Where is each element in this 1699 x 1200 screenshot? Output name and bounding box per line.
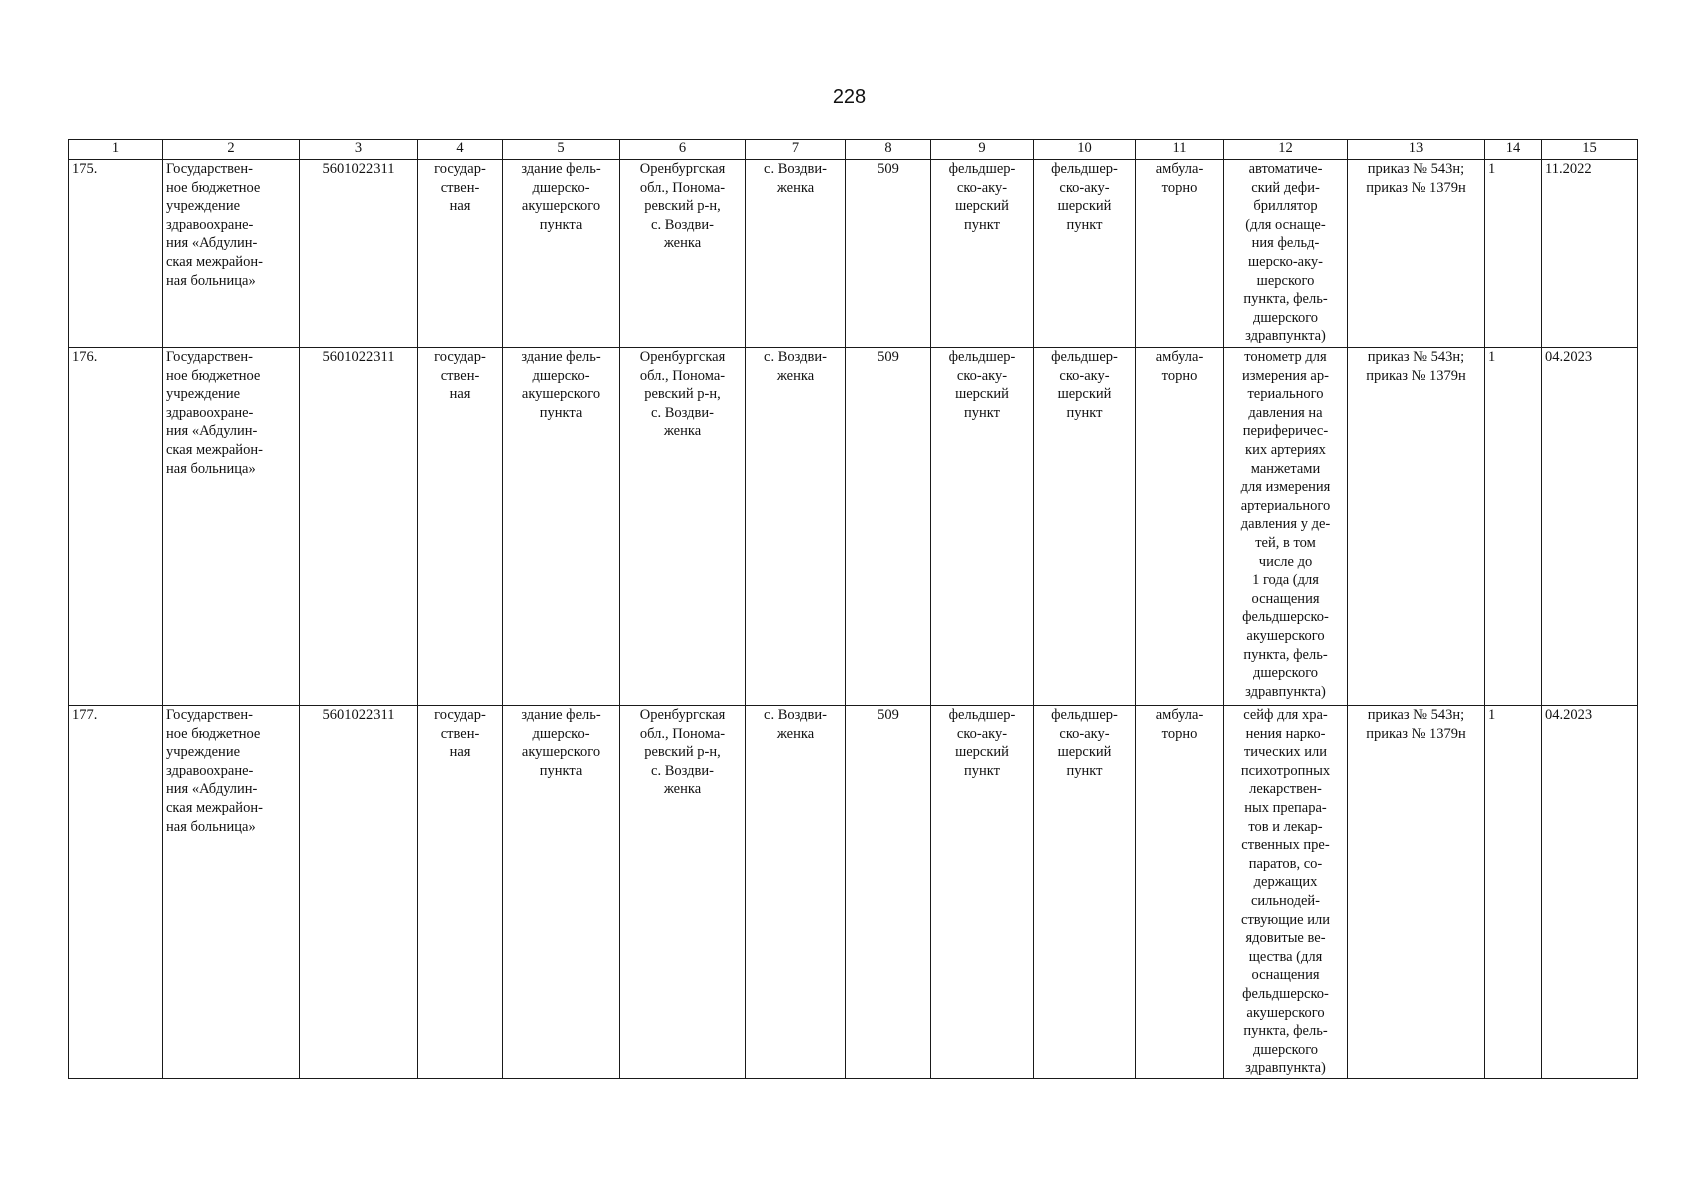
date-cell: 04.2023 bbox=[1542, 706, 1638, 1079]
date-cell: 04.2023 bbox=[1542, 348, 1638, 706]
column-header: 2 bbox=[163, 140, 300, 160]
column-header: 1 bbox=[69, 140, 163, 160]
address-cell: Оренбургская обл., Понома- ревский р-н, с. Воздви- женка bbox=[620, 706, 746, 1079]
orders-cell: приказ № 543н; приказ № 1379н bbox=[1348, 706, 1485, 1079]
row-number: 177. bbox=[69, 706, 163, 1079]
code-cell: 509 bbox=[846, 348, 931, 706]
inn-cell: 5601022311 bbox=[300, 160, 418, 348]
date-cell: 11.2022 bbox=[1542, 160, 1638, 348]
quantity-cell: 1 bbox=[1485, 348, 1542, 706]
locality-cell: с. Воздви- женка bbox=[746, 160, 846, 348]
care-form-cell: амбула- торно bbox=[1136, 160, 1224, 348]
locality-cell: с. Воздви- женка bbox=[746, 348, 846, 706]
equipment-cell: сейф для хра- нения нарко- тических или психотропных лекарствен- ных препара- тов и лекар- ственных пре- паратов, со- держащих сильнодей- ствующие или ядовитые ве- щества (для оснащения фельдшерско- акушерского пункта, фель- дшерского здравпункта) bbox=[1224, 706, 1348, 1079]
column-header: 7 bbox=[746, 140, 846, 160]
equipment-cell: тонометр для измерения ар- териального давления на периферичес- ких артериях манжетами для измерения артериального давления у де- тей, в том числе до 1 года (для оснащения фельдшерско- акушерского пункта, фель- дшерского здравпункта) bbox=[1224, 348, 1348, 706]
unit-type-cell: фельдшер- ско-аку- шерский пункт bbox=[931, 348, 1034, 706]
column-header: 6 bbox=[620, 140, 746, 160]
table-row bbox=[69, 160, 1638, 348]
care-form-cell: амбула- торно bbox=[1136, 706, 1224, 1079]
column-header: 5 bbox=[503, 140, 620, 160]
organization-name: Государствен- ное бюджетное учреждение здравоохране- ния «Абдулин- ская межрайон- ная больница» bbox=[163, 160, 300, 348]
inn-cell: 5601022311 bbox=[300, 706, 418, 1079]
column-header: 13 bbox=[1348, 140, 1485, 160]
orders-cell: приказ № 543н; приказ № 1379н bbox=[1348, 160, 1485, 348]
quantity-cell: 1 bbox=[1485, 160, 1542, 348]
code-cell: 509 bbox=[846, 160, 931, 348]
unit-type-cell: фельдшер- ско-аку- шерский пункт bbox=[931, 706, 1034, 1079]
unit-name-cell: фельдшер- ско-аку- шерский пункт bbox=[1034, 706, 1136, 1079]
orders-cell: приказ № 543н; приказ № 1379н bbox=[1348, 348, 1485, 706]
unit-name-cell: фельдшер- ско-аку- шерский пункт bbox=[1034, 348, 1136, 706]
building-cell: здание фель- дшерско- акушерского пункта bbox=[503, 348, 620, 706]
inn-cell: 5601022311 bbox=[300, 348, 418, 706]
code-cell: 509 bbox=[846, 706, 931, 1079]
column-header: 8 bbox=[846, 140, 931, 160]
column-header: 15 bbox=[1542, 140, 1638, 160]
ownership-cell: государ- ствен- ная bbox=[418, 706, 503, 1079]
row-number: 176. bbox=[69, 348, 163, 706]
address-cell: Оренбургская обл., Понома- ревский р-н, с. Воздви- женка bbox=[620, 348, 746, 706]
care-form-cell: амбула- торно bbox=[1136, 348, 1224, 706]
locality-cell: с. Воздви- женка bbox=[746, 706, 846, 1079]
column-header: 10 bbox=[1034, 140, 1136, 160]
ownership-cell: государ- ствен- ная bbox=[418, 160, 503, 348]
row-number: 175. bbox=[69, 160, 163, 348]
column-header: 12 bbox=[1224, 140, 1348, 160]
table-row bbox=[69, 706, 1638, 1079]
column-header: 14 bbox=[1485, 140, 1542, 160]
organization-name: Государствен- ное бюджетное учреждение здравоохране- ния «Абдулин- ская межрайон- ная больница» bbox=[163, 348, 300, 706]
equipment-cell: автоматиче- ский дефи- бриллятор (для оснаще- ния фельд- шерско-аку- шерского пункта, фель- дшерского здравпункта) bbox=[1224, 160, 1348, 348]
ownership-cell: государ- ствен- ная bbox=[418, 348, 503, 706]
building-cell: здание фель- дшерско- акушерского пункта bbox=[503, 706, 620, 1079]
column-header: 3 bbox=[300, 140, 418, 160]
building-cell: здание фель- дшерско- акушерского пункта bbox=[503, 160, 620, 348]
column-header: 4 bbox=[418, 140, 503, 160]
organization-name: Государствен- ное бюджетное учреждение здравоохране- ния «Абдулин- ская межрайон- ная больница» bbox=[163, 706, 300, 1079]
table-row bbox=[69, 348, 1638, 706]
unit-name-cell: фельдшер- ско-аку- шерский пункт bbox=[1034, 160, 1136, 348]
page-number: 228 bbox=[832, 86, 867, 108]
address-cell: Оренбургская обл., Понома- ревский р-н, с. Воздви- женка bbox=[620, 160, 746, 348]
equipment-registry-table bbox=[68, 139, 1638, 1079]
column-header: 11 bbox=[1136, 140, 1224, 160]
quantity-cell: 1 bbox=[1485, 706, 1542, 1079]
unit-type-cell: фельдшер- ско-аку- шерский пункт bbox=[931, 160, 1034, 348]
column-header: 9 bbox=[931, 140, 1034, 160]
column-number-header-row bbox=[69, 140, 1638, 160]
